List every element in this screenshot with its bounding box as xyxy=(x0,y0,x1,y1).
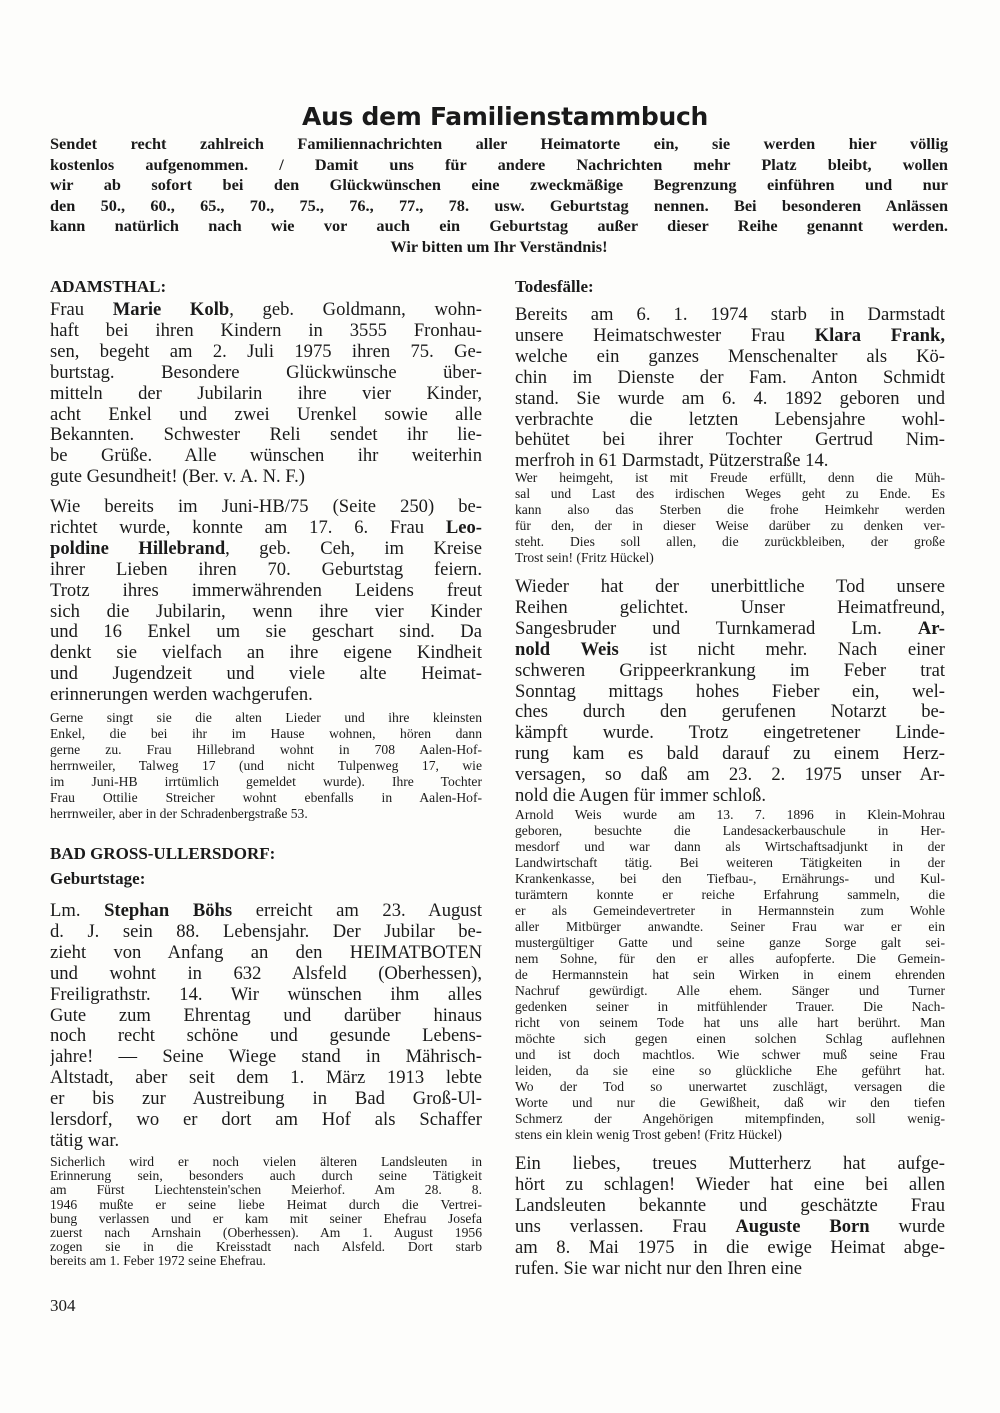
text-segment: Wie bereits im Juni-HB/75 (Seite 250) be- xyxy=(50,497,482,517)
text-segment: Sicherlich wird er noch vielen älteren Landsleuten in xyxy=(50,1155,482,1169)
text-segment: Ein liebes, treues Mutterherz hat aufge- xyxy=(515,1154,945,1174)
text-segment: Erinnerung sein, besonders auch durch seine Tätigkeit xyxy=(50,1169,482,1184)
text-segment: nem Sohne, für den er alles aufopferte. Die Gemein- xyxy=(515,951,945,966)
bold-name: Stephan Böhs xyxy=(104,901,233,921)
text-segment: und Jugendzeit und viele alte Heimat- xyxy=(50,664,482,685)
text-segment: ches durch den gerufenen Notarzt be- xyxy=(515,702,945,723)
text-segment: gute Gesundheit! (Ber. v. A. N. F.) xyxy=(50,467,305,488)
text-line xyxy=(50,1068,482,1089)
text-line xyxy=(50,342,482,363)
text-line xyxy=(515,682,945,703)
text-line xyxy=(515,368,945,389)
text-line xyxy=(50,1110,482,1131)
text-segment: sal und Last des irdischen Weges geht zu Ende. Es xyxy=(515,486,945,501)
text-line xyxy=(50,363,482,384)
text-segment: zogen sie in die Kreisstadt nach Alsfeld. Dort starb xyxy=(50,1240,482,1255)
text-segment: Sangesbruder und Turnkamerad Lm. xyxy=(515,618,918,639)
text-segment: Gute zum Ehrentag und darüber hinaus xyxy=(50,1005,482,1026)
text-line xyxy=(515,951,945,967)
text-line xyxy=(50,467,482,488)
text-segment: im Juni-HB irrtümlich gemeldet wurde). Ihre Tochter xyxy=(50,774,482,789)
text-segment: sich die Jubilarin, wenn ihre vier Kinder xyxy=(50,601,482,622)
text-line xyxy=(50,1131,482,1152)
text-line xyxy=(50,922,482,943)
text-line xyxy=(50,405,482,426)
article-frank xyxy=(515,305,945,472)
text-line xyxy=(50,1212,482,1226)
text-segment: er als Gemeindevertreter in Hermannstein zum Wohle xyxy=(515,903,945,918)
text-line xyxy=(515,430,945,451)
text-line xyxy=(515,410,945,431)
text-line xyxy=(50,964,482,985)
text-line xyxy=(50,518,482,539)
text-segment: noch recht schöne und gesunde Lebens- xyxy=(50,1026,482,1047)
text-segment: lersdorf, wo er dort am Hof als Schaffer xyxy=(50,1110,482,1131)
text-line xyxy=(515,1111,945,1127)
text-line xyxy=(515,807,945,823)
text-segment: richtet wurde, konnte am 17. 6. Frau xyxy=(50,517,446,538)
text-segment: , geb. Goldmann, wohn- xyxy=(229,300,482,320)
text-line xyxy=(50,446,482,467)
text-line xyxy=(515,723,945,744)
text-segment: haft bei ihren Kindern in 3555 Fronhau- xyxy=(50,320,482,341)
text-line xyxy=(515,577,945,598)
text-segment: merfroh in 61 Darmstadt, Pützerstraße 14. xyxy=(515,451,829,472)
text-line xyxy=(515,744,945,765)
text-segment: Freiligrathstr. 14. Wir wünschen ihm alles xyxy=(50,984,482,1005)
text-line xyxy=(515,305,945,326)
text-segment: turämtern konnte er reiche Erfahrung sammeln, die xyxy=(515,887,945,902)
text-line xyxy=(515,470,945,486)
text-line xyxy=(50,300,482,321)
text-segment: unsere Heimatschwester Frau xyxy=(515,325,815,346)
text-line xyxy=(50,560,482,581)
text-segment: Wo der Tod so unerwartet zuschlägt, versagen die xyxy=(515,1079,945,1094)
text-line xyxy=(515,389,945,410)
text-line xyxy=(515,919,945,935)
text-segment: Gerne singt sie die alten Lieder und ihre kleinsten xyxy=(50,710,482,725)
text-segment: uns verlassen. Frau xyxy=(515,1216,736,1237)
text-segment: Frau Ottilie Streicher wohnt ebenfalls in Aalen-Hof- xyxy=(50,790,482,805)
text-line xyxy=(515,326,945,347)
text-line xyxy=(515,502,945,518)
bold-name: Klara Frank, xyxy=(814,325,945,346)
text-line xyxy=(515,887,945,903)
text-line xyxy=(50,1026,482,1047)
text-line xyxy=(50,742,482,758)
text-line xyxy=(50,774,482,790)
text-segment: Enkel, die bei ihr im Hause wohnen, hören dann xyxy=(50,726,482,741)
text-segment: bung verlassen und er kam mit seiner Ehefrau Josefa xyxy=(50,1211,482,1226)
text-line xyxy=(515,1217,945,1238)
text-segment: verbrachte die letzten Lebensjahre wohl- xyxy=(515,409,945,430)
text-segment: chin im Dienste der Fam. Anton Schmidt xyxy=(515,367,945,388)
text-line xyxy=(515,999,945,1015)
text-segment: zieht von Anfang an den HEIMATBOTEN xyxy=(50,942,482,963)
text-segment: mitteln der Jubilarin ihre vier Kinder, xyxy=(50,383,482,404)
text-segment: kämpft wurde. Trotz eingetretener Linde- xyxy=(515,723,945,744)
text-line xyxy=(50,539,482,560)
text-segment: er bis zur Austreibung in Bad Groß-Ul- xyxy=(50,1089,482,1110)
text-segment: schweren Grippeerkrankung im Feber trat xyxy=(515,660,945,681)
text-segment: herrnweiler, Talweg 17 (und nicht Tulpenweg 17, wie xyxy=(50,758,482,773)
text-segment: gerne zu. Frau Hillebrand wohnt in 708 Aalen-Hof- xyxy=(50,742,482,757)
text-segment: Schmerz der Angehörigen mitempfinden, soll wenig- xyxy=(515,1111,945,1126)
intro-line: Sendet recht zahlreich Familiennachrichten aller Heimatorte ein, sie werden hier völlig xyxy=(50,134,948,153)
text-line xyxy=(50,1254,482,1268)
bold-name: Leo- xyxy=(445,517,482,538)
text-line xyxy=(50,425,482,446)
text-line xyxy=(50,497,482,518)
text-segment: für den, der in dieser Weise darüber zu denken ver- xyxy=(515,518,945,533)
text-line xyxy=(50,726,482,742)
text-segment: welche ein ganzes Menschenalter als Kö- xyxy=(515,346,945,367)
text-line xyxy=(50,1155,482,1169)
text-line xyxy=(515,903,945,919)
text-line xyxy=(50,758,482,774)
text-line xyxy=(515,871,945,887)
text-segment: Lm. xyxy=(50,901,105,921)
text-segment: hört zu schlagen! Wieder hat eine bei allen xyxy=(515,1174,945,1195)
text-line xyxy=(515,702,945,723)
bold-name: poldine Hillebrand xyxy=(50,538,226,559)
intro-line: wir ab sofort bei den Glückwünschen eine zweckmäßige Begrenzung einführen und nur xyxy=(50,175,948,194)
article-weis-note xyxy=(515,807,945,1143)
heading-deaths: Todesfälle: xyxy=(515,277,594,296)
text-line xyxy=(515,1238,945,1259)
text-line xyxy=(50,685,482,706)
text-line xyxy=(515,619,945,640)
subheading-birthdays: Geburtstage: xyxy=(50,869,146,888)
article-born xyxy=(515,1154,945,1279)
text-segment: , geb. Ceh, im Kreise xyxy=(225,538,482,559)
text-segment: stand. Sie wurde am 6. 4. 1892 geboren und xyxy=(515,388,945,409)
text-line xyxy=(515,1031,945,1047)
bold-name: Ar- xyxy=(917,618,945,639)
text-segment: tätig war. xyxy=(50,1130,120,1151)
text-line xyxy=(515,1079,945,1095)
text-line xyxy=(50,581,482,602)
text-segment: jahre! — Seine Wiege stand in Mährisch- xyxy=(50,1047,482,1068)
text-line xyxy=(515,855,945,871)
text-segment: be Grüße. Alle wünschen ihr weiterhin xyxy=(50,446,482,467)
text-segment: nold die Augen für immer schloß. xyxy=(515,786,766,807)
text-line xyxy=(515,518,945,534)
text-segment: und wohnt in 632 Alsfeld (Oberhessen), xyxy=(50,963,482,984)
text-line xyxy=(50,1006,482,1027)
text-line xyxy=(515,839,945,855)
text-line xyxy=(50,901,482,922)
text-line xyxy=(50,1226,482,1240)
article-kolb xyxy=(50,300,482,488)
text-line xyxy=(515,598,945,619)
text-segment: Trotz ihres immerwährenden Leidens freut xyxy=(50,580,482,601)
text-line xyxy=(50,806,482,822)
text-segment: Bekannten. Schwester Reli sendet ihr lie- xyxy=(50,425,482,446)
text-segment: und 16 Enkel um sie geschart sind. Da xyxy=(50,622,482,643)
text-line xyxy=(50,943,482,964)
text-line xyxy=(50,602,482,623)
intro-notice xyxy=(50,134,948,257)
text-line xyxy=(515,1127,945,1143)
text-line xyxy=(50,1169,482,1183)
text-segment: Sonntag mittags hohes Fieber ein, wel- xyxy=(515,681,945,702)
text-segment: d. J. sein 88. Lebensjahr. Der Jubilar be- xyxy=(50,921,482,942)
intro-line: kann natürlich nach wie vor auch ein Geburtstag außer dieser Reihe genannt werden. xyxy=(50,216,948,235)
text-segment: erinnerungen werden wachgerufen. xyxy=(50,685,313,706)
text-segment: richt von seinem Tode hat uns alle hart berührt. Man xyxy=(515,1015,945,1030)
text-line xyxy=(50,710,482,726)
text-segment: kann also das Sterben die frohe Heimkehr werden xyxy=(515,502,945,517)
article-boehs-note xyxy=(50,1155,482,1269)
text-line xyxy=(515,935,945,951)
text-segment: denkt sie vielfach an ihre eigene Kindheit xyxy=(50,643,482,664)
text-segment: wurde xyxy=(869,1216,945,1237)
text-line xyxy=(50,1198,482,1212)
text-line xyxy=(50,1183,482,1197)
text-segment: Wer heimgeht, ist mit Freude erfüllt, denn die Müh- xyxy=(515,470,945,485)
text-segment: Landwirtschaft tätig. Bei weiteren Tätigkeiten in der xyxy=(515,855,945,870)
page-number: 304 xyxy=(50,1296,76,1315)
text-segment: mesdorf und war dann als Wirtschaftsadjunkt in der xyxy=(515,839,945,854)
text-segment: stens ein klein wenig Trost geben! (Fritz Hückel) xyxy=(515,1127,782,1142)
text-line xyxy=(50,664,482,685)
intro-line: den 50., 60., 65., 70., 75., 76., 77., 78. usw. Geburtstag nennen. Bei besonderen Anlässen xyxy=(50,195,948,215)
text-segment: 1946 mußte er seine liebe Heimat durch die Vertrei- xyxy=(50,1197,482,1212)
text-segment: Bereits am 6. 1. 1974 starb in Darmstadt xyxy=(515,305,945,325)
text-segment: mustergültiger Gatte und seine ganze Sorge galt sei- xyxy=(515,935,945,950)
text-line xyxy=(50,384,482,405)
text-line xyxy=(50,1047,482,1068)
bold-name: Auguste Born xyxy=(735,1216,870,1237)
text-line xyxy=(50,985,482,1006)
text-line xyxy=(515,1015,945,1031)
text-segment: ihrer Lieben ihren 70. Geburtstag feiern. xyxy=(50,559,482,580)
text-segment: erreicht am 23. August xyxy=(232,901,482,921)
bold-name: Marie Kolb xyxy=(112,300,230,320)
text-line xyxy=(515,550,945,566)
text-line xyxy=(515,347,945,368)
text-segment: versagen, so daß am 23. 2. 1975 unser Ar- xyxy=(515,765,945,786)
article-hillebrand xyxy=(50,497,482,706)
text-line xyxy=(50,790,482,806)
article-frank-quote xyxy=(515,470,945,566)
text-line xyxy=(515,1196,945,1217)
text-segment: ist nicht mehr. Nach einer xyxy=(618,639,945,660)
text-segment: rung kam es bald darauf zu einem Herz- xyxy=(515,744,945,765)
text-line xyxy=(515,534,945,550)
text-segment: burtstag. Besondere Glückwünsche über- xyxy=(50,362,482,383)
text-segment: behütet bei ihrer Tochter Gertrud Nim- xyxy=(515,430,945,451)
text-segment: Arnold Weis wurde am 13. 7. 1896 in Klein-Mohrau xyxy=(515,807,945,822)
text-segment: Altstadt, aber seit dem 1. März 1913 lebte xyxy=(50,1068,482,1089)
article-weis xyxy=(515,577,945,807)
article-hillebrand-note xyxy=(50,710,482,822)
text-segment: Krankenkasse, bei den Tiefbau-, Ernährungs- und Kul- xyxy=(515,871,945,886)
text-segment: herrnweiler, aber in der Schradenbergstraße 53. xyxy=(50,806,308,821)
text-segment: Worte und nur die Gewißheit, daß wir den tiefen xyxy=(515,1095,945,1110)
text-segment: Wieder hat der unerbittliche Tod unsere xyxy=(515,577,945,597)
heading-adamsthal: ADAMSTHAL: xyxy=(50,277,167,296)
text-line xyxy=(515,967,945,983)
text-line xyxy=(515,486,945,502)
intro-line: Wir bitten um Ihr Verständnis! xyxy=(390,236,608,256)
text-segment: Reihen gelichtet. Unser Heimatfreund, xyxy=(515,597,945,618)
text-line xyxy=(515,1063,945,1079)
text-segment: gedenken seiner in mitfühlender Trauer. Die Nach- xyxy=(515,999,945,1014)
text-line xyxy=(515,983,945,999)
text-line xyxy=(50,1240,482,1254)
text-line xyxy=(515,1047,945,1063)
text-segment: Nachruf gewürdigt. Alle ehem. Sänger und Turner xyxy=(515,983,945,998)
text-segment: am Fürst Liechtenstein'schen Meierhof. Am 28. 8. xyxy=(50,1183,482,1198)
page-title: Aus dem Familienstammbuch xyxy=(302,102,708,131)
text-line xyxy=(50,321,482,342)
text-segment: rufen. Sie war nicht nur den Ihren eine xyxy=(515,1258,803,1279)
text-line xyxy=(515,1095,945,1111)
text-line xyxy=(50,1089,482,1110)
text-line xyxy=(515,661,945,682)
text-segment: leiden, da sie eine so glückliche Ehe geführt hat. xyxy=(515,1063,945,1078)
bold-name: nold Weis xyxy=(515,639,619,660)
text-line xyxy=(50,643,482,664)
text-segment: bereits am 1. Feber 1972 seine Ehefrau. xyxy=(50,1254,266,1269)
text-segment: de Hermannstein hat sein Wirken in einem ehrenden xyxy=(515,967,945,982)
text-segment: Frau xyxy=(50,300,113,320)
text-segment: sen, begeht am 2. Juli 1975 ihren 75. Ge- xyxy=(50,341,482,362)
text-line xyxy=(515,640,945,661)
text-segment: am 8. Mai 1975 in die ewige Heimat abge- xyxy=(515,1237,945,1258)
text-line xyxy=(515,1259,945,1280)
intro-line: kostenlos aufgenommen. / Damit uns für andere Nachrichten mehr Platz bleibt, wollen xyxy=(50,154,948,174)
text-line xyxy=(50,622,482,643)
text-segment: Trost sein! (Fritz Hückel) xyxy=(515,550,654,565)
text-segment: acht Enkel und zwei Urenkel sowie alle xyxy=(50,404,482,425)
article-boehs xyxy=(50,901,482,1152)
text-segment: möchte sich gegen einen solchen Schlag auflehnen xyxy=(515,1031,945,1046)
text-line xyxy=(515,765,945,786)
text-segment: aller Mitbürger anwandte. Seiner Frau war er ein xyxy=(515,919,945,934)
text-segment: geboren, besuchte die Landesackerbauschule in Her- xyxy=(515,823,945,838)
text-segment: zuerst nach Arnshain (Oberhessen). Am 1. August 1956 xyxy=(50,1226,482,1241)
heading-bad-gross-ullersdorf: BAD GROSS-ULLERSDORF: xyxy=(50,844,276,863)
text-segment: und ist doch machtlos. Wie schwer muß seine Frau xyxy=(515,1047,945,1062)
text-line xyxy=(515,1175,945,1196)
text-line xyxy=(515,1154,945,1175)
text-line xyxy=(515,786,945,807)
text-segment: steht. Dies soll allen, die zurückbleiben, der große xyxy=(515,534,945,549)
text-segment: Landsleuten bekannte und geschätzte Frau xyxy=(515,1195,945,1216)
text-line xyxy=(515,823,945,839)
